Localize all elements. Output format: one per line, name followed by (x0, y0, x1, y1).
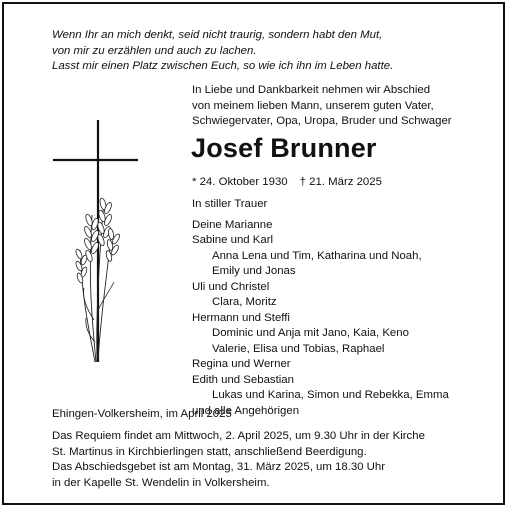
intro-text (192, 83, 492, 130)
motto-verse (52, 28, 492, 75)
obituary-frame (2, 2, 505, 505)
service-line: Das Abschiedsgebet ist am Montag, 31. März 2025, um 18.30 Uhr (52, 461, 386, 473)
mourner-line: Emily und Jonas (212, 265, 296, 277)
intro-line: Schwiegervater, Opa, Uropa, Bruder und Schwager (192, 115, 452, 127)
mourner-line: Sabine und Karl (192, 234, 274, 246)
mourner-line: und alle Angehörigen (192, 404, 300, 417)
mourner-line: Clara, Moritz (212, 296, 277, 308)
mourner-line: Valerie, Elisa und Tobias, Raphael (212, 342, 385, 355)
motto-line: Wenn Ihr an mich denkt, seid nicht traurig, sondern habt den Mut, (52, 29, 383, 41)
intro-line: In Liebe und Dankbarkeit nehmen wir Abschied (192, 84, 431, 96)
mourners-section (192, 197, 492, 419)
mourner-line: Anna Lena und Tim, Katharina und Noah, (212, 249, 422, 262)
life-dates (192, 175, 382, 190)
mourner-list (192, 218, 492, 420)
mourner-line: Edith und Sebastian (192, 373, 294, 386)
service-line: in der Kapelle St. Wendelin in Volkersheim. (52, 476, 270, 489)
birth-date: * 24. Oktober 1930 (192, 176, 288, 188)
cross-with-wheat-icon (52, 120, 152, 365)
death-date: † 21. März 2025 (299, 176, 382, 188)
mourner-line: Deine Marianne (192, 218, 273, 231)
mourner-line: Uli und Christel (192, 280, 270, 293)
mourning-title: In stiller Trauer (192, 198, 268, 210)
service-information (52, 429, 492, 491)
intro-line: von meinem lieben Mann, unserem guten Vater, (192, 99, 434, 112)
mourner-line: Lukas und Karina, Simon und Rebekka, Emma (212, 389, 449, 401)
mourner-line: Regina und Werner (192, 358, 291, 370)
place-date: Ehingen-Volkersheim, im April 2025 (52, 408, 232, 420)
mourner-line: Dominic und Anja mit Jano, Kaia, Keno (212, 327, 409, 339)
motto-line: Lasst mir einen Platz zwischen Euch, so wie ich ihn im Leben hatte. (52, 60, 394, 72)
motto-line: von mir zu erzählen und auch zu lachen. (52, 44, 257, 57)
mourner-line: Hermann und Steffi (192, 311, 290, 324)
deceased-name: Josef Brunner (191, 133, 377, 163)
service-line: Das Requiem findet am Mittwoch, 2. April 2025, um 9.30 Uhr in der Kirche (52, 430, 425, 442)
service-line: St. Martinus in Kirchbierlingen statt, anschließend Beerdigung. (52, 445, 367, 458)
